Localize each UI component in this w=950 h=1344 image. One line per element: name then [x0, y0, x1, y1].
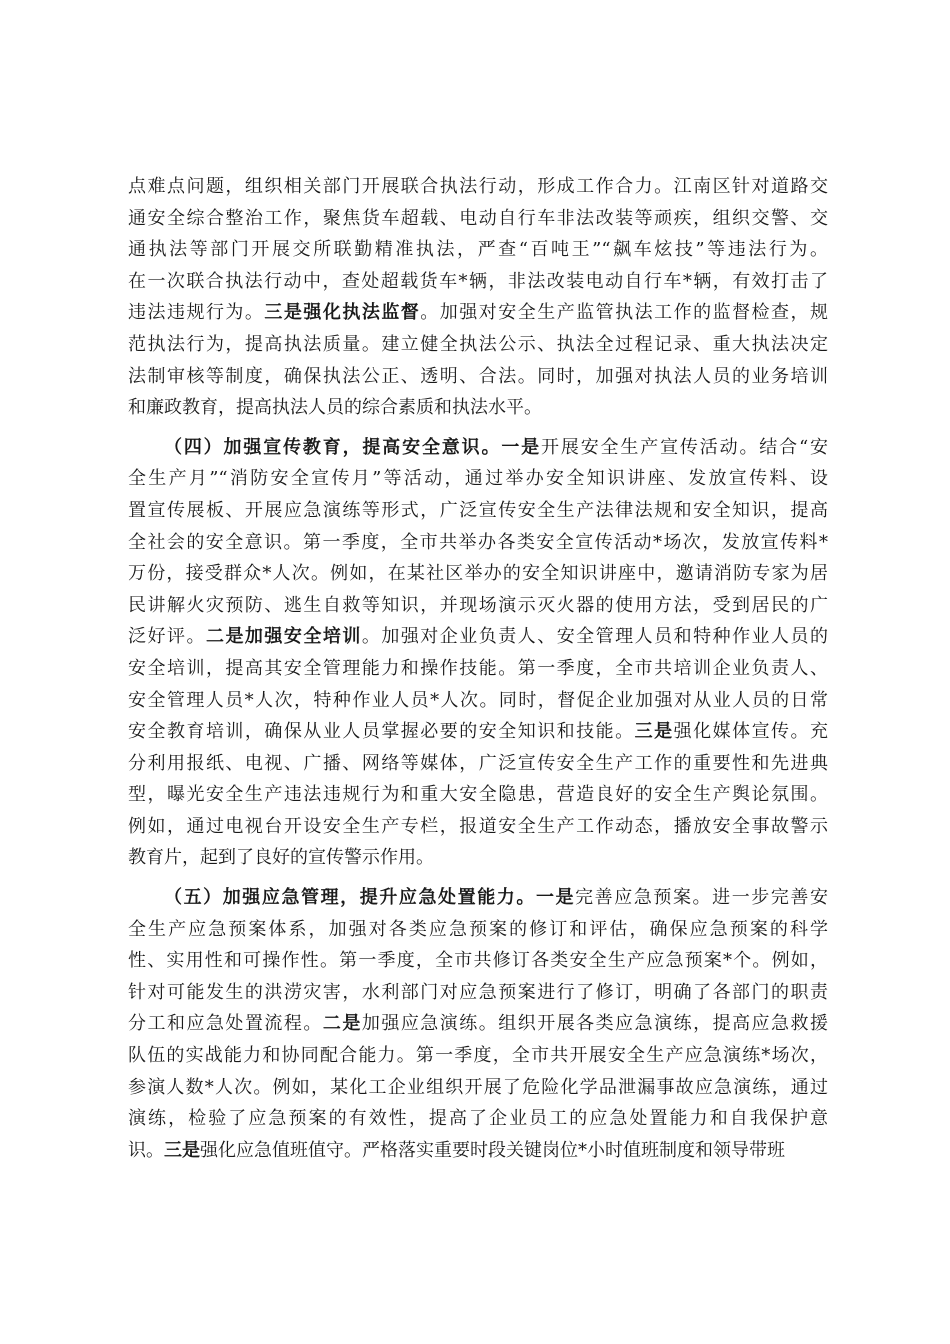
text-run: 违法违规行为。 [128, 302, 265, 324]
text-line [128, 1040, 828, 1072]
paragraph-publicity-education [128, 432, 828, 874]
bold-text-run: 一是 [535, 887, 576, 909]
text-line [128, 203, 828, 235]
text-run: 参演人数*人次。例如，某化工企业组织开展了危险化学品泄漏事故应急演练，通过 [128, 1076, 828, 1098]
paragraph-gap [128, 424, 828, 432]
text-run: 。加强对安全生产监管执法工作的监督检查，规 [420, 302, 829, 324]
text-run: 分工和应急处置流程。 [128, 1013, 323, 1035]
text-line [128, 914, 828, 946]
text-run: 强化应急值班值守。严格落实重要时段关键岗位*小时值班制度和领导带班 [200, 1139, 785, 1161]
text-run: 加强应急演练。组织开展各类应急演练，提高应急救援 [361, 1013, 829, 1035]
text-run: 强化媒体宣传。充 [673, 721, 829, 743]
text-line [128, 653, 828, 685]
text-run: 针对可能发生的洪涝灾害，水利部门对应急预案进行了修订，明确了各部门的职责 [128, 981, 828, 1003]
text-line [128, 1008, 828, 1040]
text-line [128, 685, 828, 717]
text-line [128, 392, 828, 424]
text-run: 在一次联合执法行动中，查处超载货车*辆，非法改装电动自行车*辆，有效打击了 [128, 270, 828, 292]
text-run: 型，曝光安全生产违法违规行为和重大安全隐患，营造良好的安全生产舆论氛围。 [128, 784, 828, 806]
text-line [128, 811, 828, 843]
text-line [128, 1135, 828, 1167]
text-run: 安全培训，提高其安全管理能力和操作技能。第一季度，全市共培训企业负责人、 [128, 657, 828, 679]
bold-text-run: 三是强化执法监督 [264, 302, 421, 324]
text-run: 全生产应急预案体系，加强对各类应急预案的修订和评估，确保应急预案的科学 [128, 918, 828, 940]
text-run: 全生产月”“消防安全宣传月”等活动，通过举办安全知识讲座、发放宣传料、设 [128, 468, 828, 490]
bold-text-run: 二是 [322, 1013, 362, 1035]
text-run: 开展安全生产宣传活动。结合“安 [541, 436, 829, 458]
text-run: 点难点问题，组织相关部门开展联合执法行动，形成工作合力。江南区针对道路交 [128, 176, 828, 197]
paragraph-law-enforcement [128, 171, 828, 424]
text-line [128, 1072, 828, 1104]
text-line [128, 266, 828, 298]
text-run: 性、实用性和可操作性。第一季度，全市共修订各类安全生产应急预案*个。例如， [128, 950, 828, 972]
text-run: 置宣传展板、开展应急演练等形式，广泛宣传安全生产法律法规和安全知识，提高 [128, 499, 828, 521]
text-line [128, 590, 828, 622]
text-line [128, 463, 828, 495]
bold-text-run: 一是 [501, 436, 542, 458]
text-line [128, 527, 828, 559]
text-run: 分利用报纸、电视、广播、网络等媒体，广泛宣传安全生产工作的重要性和先进典 [128, 752, 828, 774]
text-line [128, 234, 828, 266]
text-run: 安全管理人员*人次，特种作业人员*人次。同时，督促企业加强对从业人员的日常 [128, 689, 828, 711]
text-run: 安全教育培训，确保从业人员掌握必要的安全知识和技能。 [128, 721, 635, 743]
text-run: 民讲解火灾预防、逃生自救等知识，并现场演示灭火器的使用方法，受到居民的广 [128, 594, 828, 616]
bold-text-run: （四）加强宣传教育，提高安全意识。 [164, 436, 502, 458]
text-run: 。加强对企业负责人、安全管理人员和特种作业人员的 [361, 626, 829, 648]
text-run: 全社会的安全意识。第一季度，全市共举办各类安全宣传活动*场次，发放宣传料* [128, 531, 828, 553]
text-run: 教育片，起到了良好的宣传警示作用。 [128, 847, 434, 869]
text-line [128, 842, 828, 874]
text-line [128, 495, 828, 527]
text-run: 法制审核等制度，确保执法公正、透明、合法。同时，加强对执法人员的业务培训 [128, 365, 828, 387]
text-run: 泛好评。 [128, 626, 206, 648]
text-line [128, 977, 828, 1009]
paragraph-emergency-management [128, 882, 828, 1166]
text-line [128, 361, 828, 393]
text-line [128, 748, 828, 780]
text-line [128, 716, 828, 748]
text-run: 通安全综合整治工作，聚焦货车超载、电动自行车非法改装等顽疾，组织交警、交 [128, 207, 828, 229]
text-run: 通执法等部门开展交所联勤精准执法，严查“百吨王”“飙车炫技”等违法行为。 [128, 239, 828, 261]
text-line [128, 432, 828, 464]
document-page [128, 171, 828, 1166]
paragraph-gap [128, 874, 828, 882]
text-run: 和廉政教育，提高执法人员的综合素质和执法水平。 [128, 397, 542, 419]
text-line [128, 945, 828, 977]
text-line [128, 882, 828, 914]
bold-text-run: 三是 [164, 1139, 200, 1161]
text-run: 演练，检验了应急预案的有效性，提高了企业员工的应急处置能力和自我保护意 [128, 1108, 828, 1130]
text-line [128, 1103, 828, 1135]
text-line [128, 779, 828, 811]
text-run: 例如，通过电视台开设安全生产专栏，报道安全生产工作动态，播放安全事故警示 [128, 815, 828, 837]
text-line [128, 297, 828, 329]
bold-text-run: 三是 [634, 721, 674, 743]
text-run: 范执法行为，提高执法质量。建立健全执法公示、执法全过程记录、重大执法决定 [128, 333, 828, 355]
text-line [128, 621, 828, 653]
text-run: 队伍的实战能力和协同配合能力。第一季度，全市共开展安全生产应急演练*场次， [128, 1045, 828, 1067]
text-run: 万份，接受群众*人次。例如，在某社区举办的安全知识讲座中，邀请消防专家为居 [128, 563, 828, 585]
bold-text-run: （五）加强应急管理，提升应急处置能力。 [164, 887, 536, 909]
text-line [128, 329, 828, 361]
text-run: 完善应急预案。进一步完善安 [575, 887, 829, 909]
text-line [128, 171, 828, 203]
bold-text-run: 二是加强安全培训 [205, 626, 362, 648]
text-run: 识。 [128, 1139, 164, 1161]
text-line [128, 558, 828, 590]
